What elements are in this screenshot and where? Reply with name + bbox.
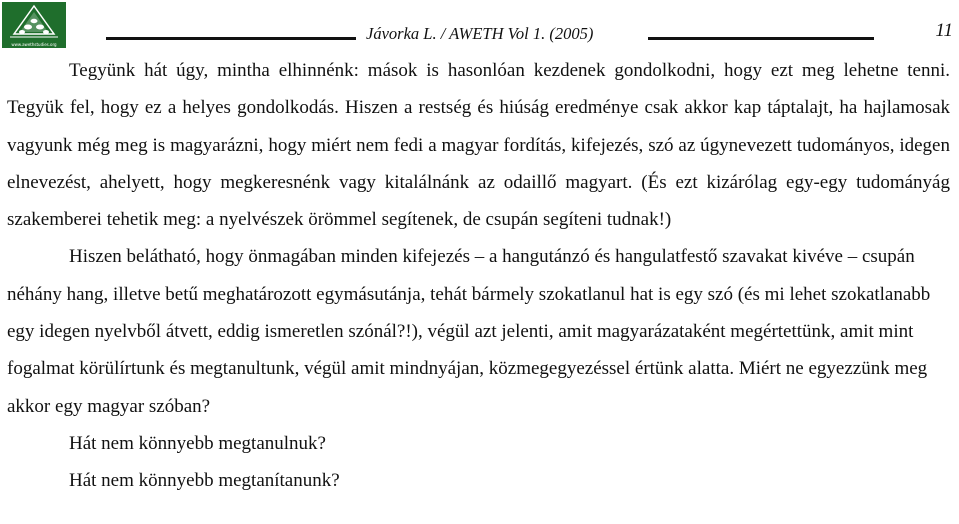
paragraph-2: Hiszen belátható, hogy önmagában minden kifejezés – a hangutánzó és hangulatfestő szavakat kivéve – csupán néhány hang, illetve betű meghatározott egymásutánja, tehát bármely szokatlanul hat is egy szó (és mi lehet szokatlanabb egy idegen nyelvből átvett, eddig ismeretlen szónál?!), végül azt jelenti, amit magyarázataként megértettünk, amit mint fogalmat körülírtunk és megtanultunk, végül amit mindnyájan, közmegegyezéssel értünk alatta. Miért ne egyezzünk meg akkor egy magyar szóban? [7, 246, 931, 417]
paragraph-1: Tegyünk hát úgy, mintha elhinnénk: mások is hasonlóan kezdenek gondolkodni, hogy ezt meg lehetne tenni. Tegyük fel, hogy ez a helyes gondolkodás. Hiszen a restség és hiúság eredménye csak akkor kap táptalajt, ha hajlamosak vagyunk még meg is magyarázni, hogy miért nem fedi a magyar fordítás, kifejezés, szó az úgynevezett tudományos, idegen elnevezést, ahelyett, hogy megkeresnénk vagy kitalálnánk az odaillő magyart. (És ezt kizárólag egy-egy tudományág szakemberei tehetik meg: a nyelvészek örömmel segítenek, de csupán segíteni tudnak!) [7, 60, 950, 231]
aweth-logo [2, 2, 66, 48]
logo-caption: www.awethstudies.org [11, 42, 57, 47]
running-head: Jávorka L. / AWETH Vol 1. (2005) [366, 24, 594, 43]
body-text [7, 52, 950, 500]
paragraph-4: Hát nem könnyebb megtanítanunk? [69, 470, 340, 492]
page-number: 11 [935, 20, 953, 41]
header-rule-left [106, 37, 356, 40]
paragraph-3: Hát nem könnyebb megtanulnuk? [69, 432, 326, 454]
header-rule-right [648, 37, 874, 40]
